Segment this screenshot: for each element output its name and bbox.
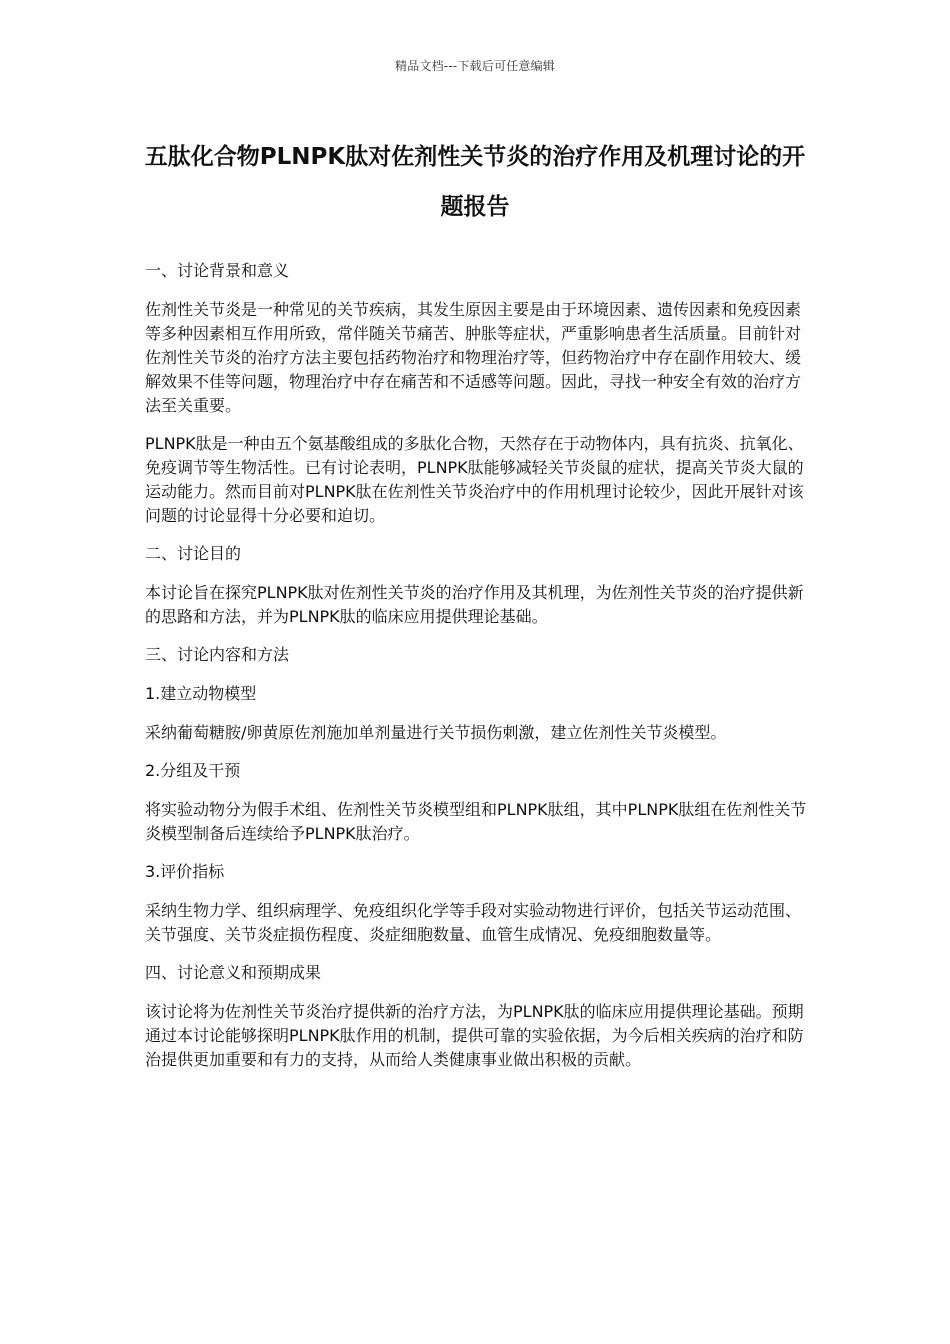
paragraph-background-1: 佐剂性关节炎是一种常见的关节疾病，其发生原因主要是由于环境因素、遗传因素和免疫因素等多种因素相互作用所致，常伴随关节痛苦、肿胀等症状，严重影响患者生活质量。目前针对佐剂性关节炎的治疗方法主要包括药物治疗和物理治疗等，但药物治疗中存在副作用较大、缓解效果不佳等问题，物理治疗中存在痛苦和不适感等问题。因此，寻找一种安全有效的治疗方法至关重要。 <box>145 300 802 415</box>
subheading-evaluation: 3.评价指标 <box>145 862 225 881</box>
paragraph-animal-model: 采纳葡萄糖胺/卵黄原佐剂施加单剂量进行关节损伤刺激，建立佐剂性关节炎模型。 <box>145 723 727 742</box>
paragraph-purpose: 本讨论旨在探究PLNPK肽对佐剂性关节炎的治疗作用及其机理，为佐剂性关节炎的治疗提供新的思路和方法，并为PLNPK肽的临床应用提供理论基础。 <box>145 583 804 626</box>
section-heading-significance: 四、讨论意义和预期成果 <box>145 963 322 982</box>
paragraph-background-2: PLNPK肽是一种由五个氨基酸组成的多肽化合物，天然存在于动物体内，具有抗炎、抗氧化、免疫调节等生物活性。已有讨论表明，PLNPK肽能够减轻关节炎鼠的症状，提高关节炎大鼠的运动能力。然而目前对PLNPK肽在佐剂性关节炎治疗中的作用机理讨论较少，因此开展针对该问题的讨论显得十分必要和迫切。 <box>145 434 804 525</box>
page-header: 精品文档---下载后可任意编辑 <box>395 59 555 73</box>
paragraph-significance: 该讨论将为佐剂性关节炎治疗提供新的治疗方法，为PLNPK肽的临床应用提供理论基础。预期通过本讨论能够探明PLNPK肽作用的机制，提供可靠的实验依据，为今后相关疾病的治疗和防治提供更加重要和有力的支持，从而给人类健康事业做出积极的贡献。 <box>145 1002 804 1069</box>
section-heading-methods: 三、讨论内容和方法 <box>145 645 290 664</box>
paragraph-evaluation: 采纳生物力学、组织病理学、免疫组织化学等手段对实验动物进行评价，包括关节运动范围、关节强度、关节炎症损伤程度、炎症细胞数量、血管生成情况、免疫细胞数量等。 <box>145 901 802 944</box>
subheading-animal-model: 1.建立动物模型 <box>145 684 257 703</box>
section-heading-background: 一、讨论背景和意义 <box>145 261 290 280</box>
subheading-grouping: 2.分组及干预 <box>145 761 241 780</box>
section-heading-purpose: 二、讨论目的 <box>145 544 242 563</box>
paragraph-grouping: 将实验动物分为假手术组、佐剂性关节炎模型组和PLNPK肽组，其中PLNPK肽组在佐剂性关节炎模型制备后连续给予PLNPK肽治疗。 <box>145 800 807 843</box>
document-body <box>145 259 810 1086</box>
document-title: 五肽化合物PLNPK肽对佐剂性关节炎的治疗作用及机理讨论的开题报告 <box>144 144 806 220</box>
